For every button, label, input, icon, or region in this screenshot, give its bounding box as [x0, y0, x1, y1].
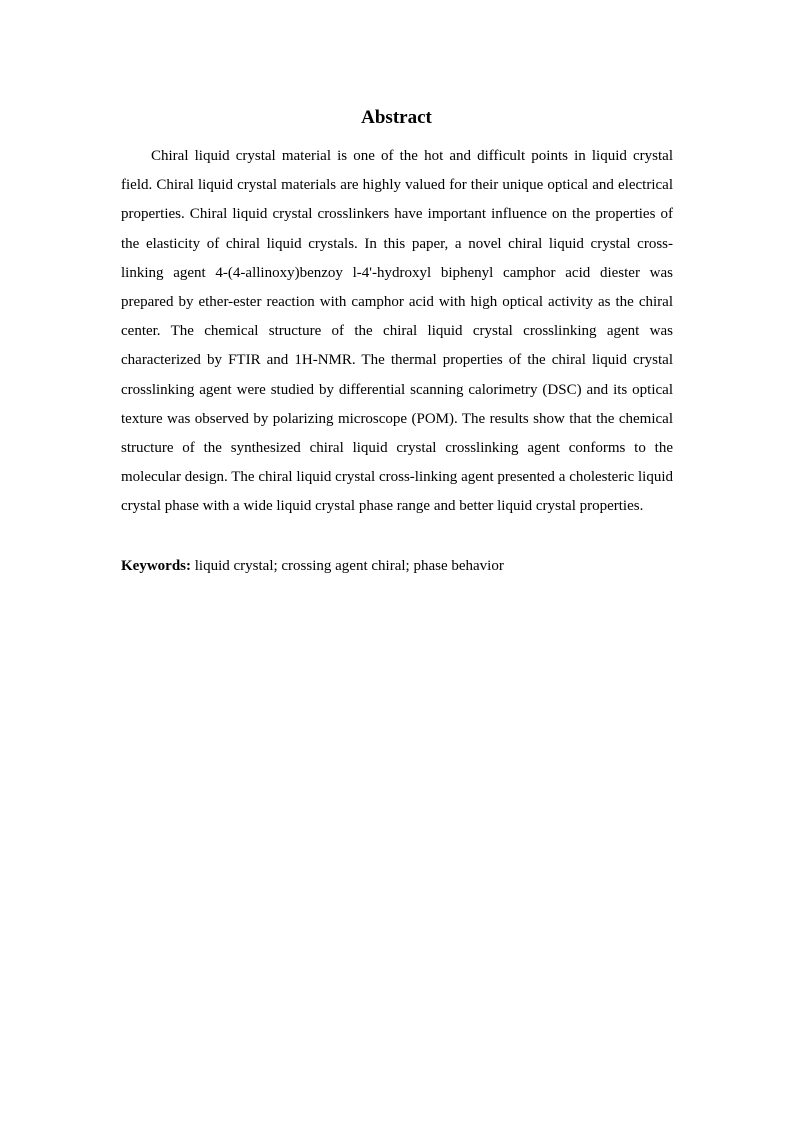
abstract-paragraph	[121, 142, 673, 522]
abstract-title: Abstract	[361, 107, 432, 128]
keywords-text: liquid crystal; crossing agent chiral; phase behavior	[194, 558, 504, 574]
keywords-label: Keywords:	[121, 558, 191, 574]
abstract-body-text: Chiral liquid crystal material is one of the hot and difficult points in liquid crystal field. Chiral liquid crystal materials are highly valued for their unique optical and electrical properties. Chiral liquid crystal crosslinkers have important influence on the properties of the elasticity of chiral liquid crystals. In this paper, a novel chiral liquid crystal cross-linking agent 4-(4-allinoxy)benzoy l-4'-hydroxyl biphenyl camphor acid diester was prepared by ether-ester reaction with camphor acid with high optical activity as the chiral center. The chemical structure of the chiral liquid crystal crosslinking agent was characterized by FTIR and 1H-NMR. The thermal properties of the chiral liquid crystal crosslinking agent were studied by differential scanning calorimetry (DSC) and its optical texture was observed by polarizing microscope (POM). The results show that the chemical structure of the synthesized chiral liquid crystal crosslinking agent conforms to the molecular design. The chiral liquid crystal cross-linking agent presented a cholesteric liquid crystal phase with a wide liquid crystal phase range and better liquid crystal properties.	[121, 148, 673, 515]
keywords-line	[121, 552, 673, 581]
